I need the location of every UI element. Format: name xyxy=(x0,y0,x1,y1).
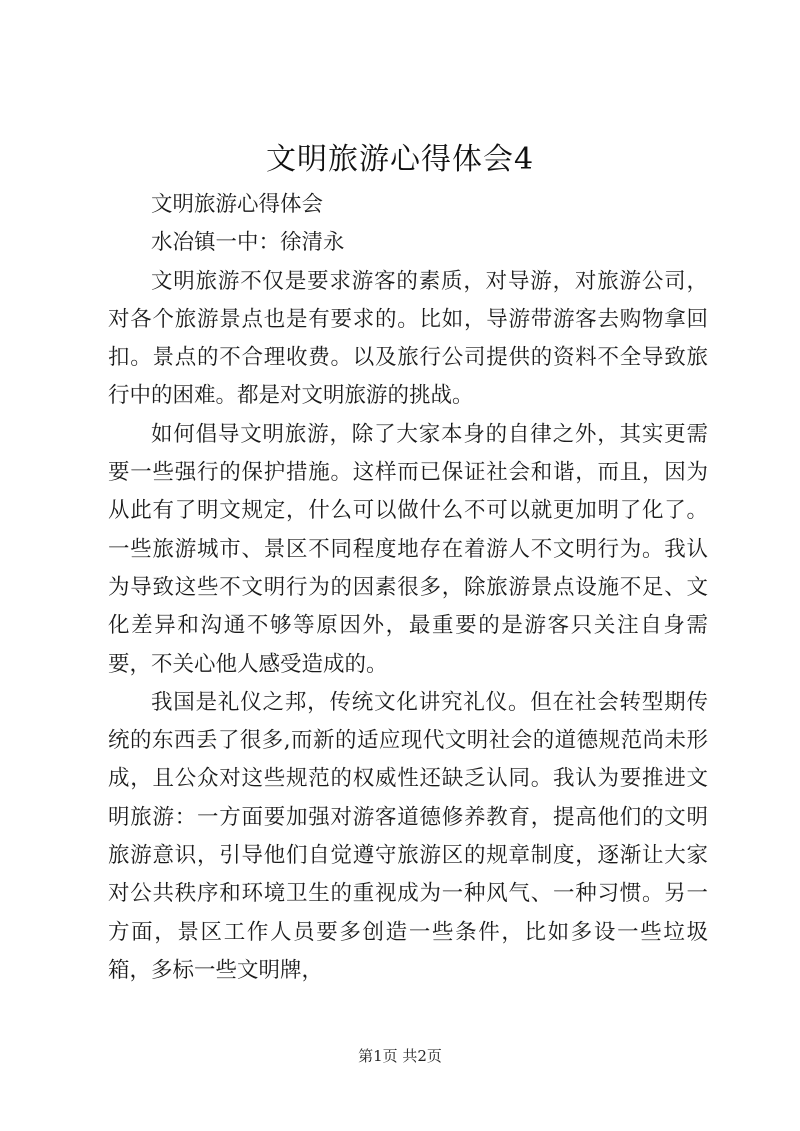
paragraph-1: 文明旅游不仅是要求游客的素质，对导游，对旅游公司，对各个旅游景点也是有要求的。比如，导游带游客去购物拿回扣。景点的不合理收费。以及旅行公司提供的资料不全导致旅行中的困难。都是对文明旅游的挑战。 xyxy=(108,268,708,409)
paragraph-2: 如何倡导文明旅游，除了大家本身的自律之外，其实更需要一些强行的保护措施。这样而已保证社会和谐，而且，因为从此有了明文规定，什么可以做什么不可以就更加明了化了。一些旅游城市、景区不同程度地存在着游人不文明行为。我认为导致这些不文明行为的因素很多，除旅游景点设施不足、文化差异和沟通不够等原因外，最重要的是游客只关注自身需要，不关心他人感受造成的。 xyxy=(108,421,708,677)
paragraph-author: 水冶镇一中：徐清永 xyxy=(151,230,345,256)
paragraph-subtitle: 文明旅游心得体会 xyxy=(151,192,324,217)
paragraph-3: 我国是礼仪之邦，传统文化讲究礼仪。但在社会转型期传统的东西丢了很多,而新的适应现代文明社会的道德规范尚未形成，且公众对这些规范的权威性还缺乏认同。我认为要推进文明旅游：一方面要加强对游客道德修养教育，提高他们的文明旅游意识，引导他们自觉遵守旅游区的规章制度，逐渐让大家对公共秩序和环境卫生的重视成为一种风气、一种习惯。另一方面，景区工作人员要多创造一些条件，比如多设一些垃圾箱，多标一些文明牌， xyxy=(108,689,708,983)
page-number-footer: 第1页 共2页 xyxy=(358,1047,442,1065)
document-title: 文明旅游心得体会4 xyxy=(265,142,535,177)
document-body xyxy=(108,186,708,990)
